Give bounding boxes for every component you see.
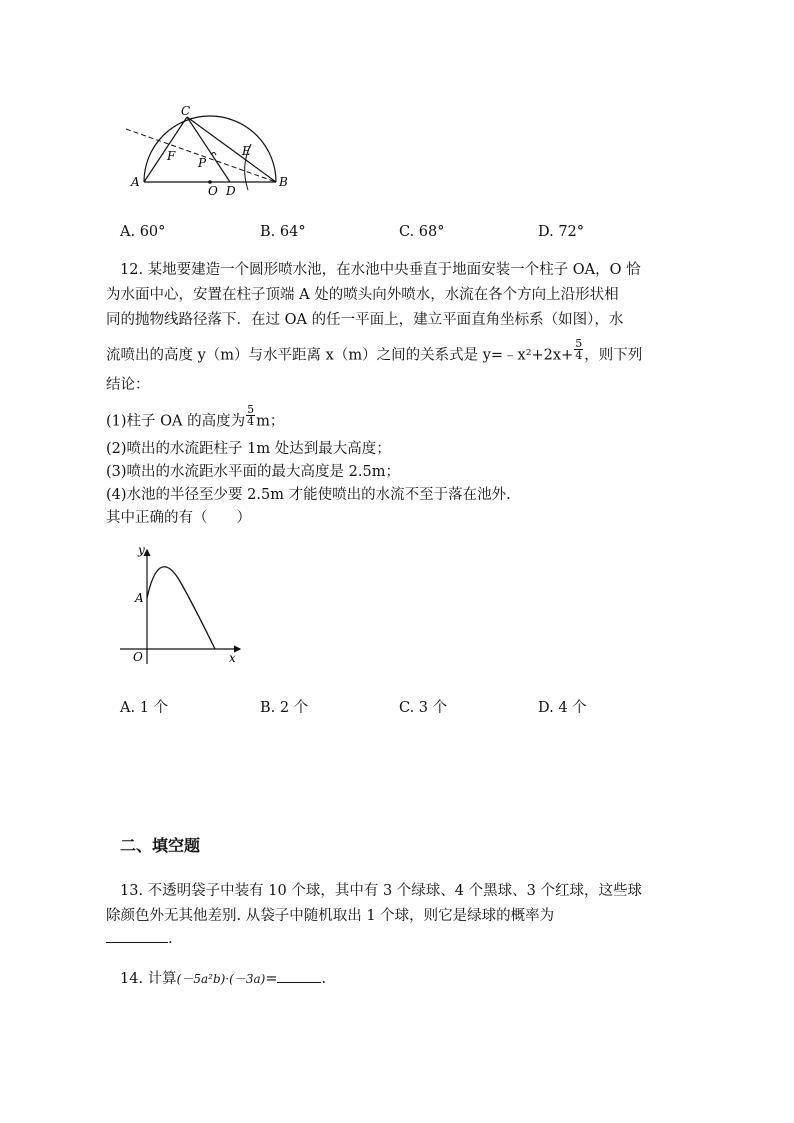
segment-bc bbox=[187, 117, 276, 182]
construction-arc-p bbox=[211, 153, 216, 156]
q13-period: . bbox=[168, 931, 173, 947]
item-1-unit: m； bbox=[256, 413, 285, 430]
semicircle-arc bbox=[144, 116, 276, 182]
q14-equals: = bbox=[265, 971, 278, 987]
q12-option-c[interactable] bbox=[399, 696, 447, 717]
label-d: D bbox=[226, 184, 236, 198]
option-text: 4 个 bbox=[558, 700, 587, 716]
frac-numerator: 5 bbox=[247, 403, 255, 416]
frac-denominator: 4 bbox=[575, 349, 583, 362]
option-letter: D. bbox=[538, 224, 554, 240]
q13-line-3 bbox=[106, 928, 173, 950]
q12-line-3: 同的抛物线路径落下．在过 OA 的任一平面上，建立平面直角坐标系（如图），水 bbox=[106, 312, 624, 328]
geometry-figure-semicircle bbox=[118, 100, 308, 200]
option-letter: A. bbox=[120, 700, 136, 716]
q12-line-1: 12. 某地要建造一个圆形喷水池，在水池中央垂直于地面安装一个柱子 OA，O 恰 bbox=[120, 262, 641, 278]
option-letter: D. bbox=[538, 700, 554, 716]
frac-numerator: 5 bbox=[575, 337, 583, 350]
segment-ac bbox=[144, 117, 187, 182]
q12-item-4: (4)水池的半径至少要 2.5m 才能使喷出的水流不至于落在池外. bbox=[106, 487, 511, 503]
option-text: 60° bbox=[139, 224, 166, 240]
label-f: F bbox=[167, 149, 176, 163]
option-text: 1 个 bbox=[139, 700, 169, 716]
q11-option-d[interactable] bbox=[538, 224, 584, 240]
answer-blank-q14[interactable] bbox=[277, 968, 321, 983]
label-e: E bbox=[242, 144, 251, 158]
q12-line-5: 结论： bbox=[106, 377, 150, 393]
label-x: x bbox=[229, 651, 236, 665]
q14-period: . bbox=[321, 971, 327, 987]
segment-cd bbox=[187, 117, 230, 182]
q14-line bbox=[120, 968, 326, 990]
q14-prefix: 14. 计算 bbox=[120, 971, 177, 987]
option-text: 68° bbox=[418, 224, 445, 240]
frac-denominator: 4 bbox=[247, 415, 255, 428]
q12-option-d[interactable] bbox=[538, 696, 587, 717]
label-a: A bbox=[135, 591, 144, 605]
q14-expression-2: (－3a) bbox=[229, 972, 266, 986]
q12-item-1 bbox=[106, 403, 285, 433]
q12-option-a[interactable] bbox=[120, 696, 168, 717]
option-text: 3 个 bbox=[418, 700, 448, 716]
q12-option-b[interactable] bbox=[260, 696, 308, 717]
option-text: 64° bbox=[279, 224, 306, 240]
option-text: 2 个 bbox=[279, 700, 309, 716]
q11-option-b[interactable] bbox=[260, 224, 306, 240]
label-b: B bbox=[279, 175, 288, 189]
q14-expression-1: (－5a²b) bbox=[176, 972, 226, 986]
option-letter: A. bbox=[120, 224, 136, 240]
label-p: P bbox=[198, 156, 207, 170]
answer-blank-q13[interactable] bbox=[106, 928, 168, 943]
option-letter: B. bbox=[260, 700, 276, 716]
option-letter: C. bbox=[399, 700, 415, 716]
option-letter: C. bbox=[399, 224, 415, 240]
fraction-5-4 bbox=[574, 338, 583, 361]
label-o: O bbox=[208, 184, 218, 198]
section-title-fill-in: 二、填空题 bbox=[120, 836, 201, 855]
q12-line-4 bbox=[106, 337, 643, 367]
label-a: A bbox=[131, 175, 140, 189]
label-y: y bbox=[138, 543, 145, 557]
q12-question: 其中正确的有（ ） bbox=[106, 510, 251, 526]
q12-line-4-text: 流喷出的高度 y（m）与水平距离 x（m）之间的关系式是 y=﹣x²+2x+ bbox=[106, 347, 574, 364]
fraction-5-4 bbox=[246, 404, 255, 427]
item-1-text: (1)柱子 OA 的高度为 bbox=[106, 413, 246, 430]
q13-line-1: 13. 不透明袋子中装有 10 个球，其中有 3 个绿球、4 个黑球、3 个红球，这些球 bbox=[120, 883, 642, 899]
q12-item-3: (3)喷出的水流距水平面的最大高度是 2.5m； bbox=[106, 464, 400, 480]
q12-line-2: 为水面中心，安置在柱子顶端 A 处的喷头向外喷水，水流在各个方向上沿形状相 bbox=[106, 287, 619, 303]
q14-dot: · bbox=[225, 972, 230, 986]
label-o: O bbox=[133, 650, 143, 664]
q12-item-2: (2)喷出的水流距柱子 1m 处达到最大高度； bbox=[106, 441, 391, 457]
option-letter: B. bbox=[260, 224, 276, 240]
option-text: 72° bbox=[558, 224, 585, 240]
q12-line-4-tail: ，则下列 bbox=[584, 347, 643, 364]
q11-option-a[interactable] bbox=[120, 224, 165, 240]
parabola-curve bbox=[147, 567, 215, 649]
q11-option-c[interactable] bbox=[399, 224, 445, 240]
parabola-graph bbox=[118, 540, 248, 670]
q13-line-2: 除颜色外无其他差别. 从袋子中随机取出 1 个球，则它是绿球的概率为 bbox=[106, 908, 555, 924]
label-c: C bbox=[181, 104, 191, 118]
